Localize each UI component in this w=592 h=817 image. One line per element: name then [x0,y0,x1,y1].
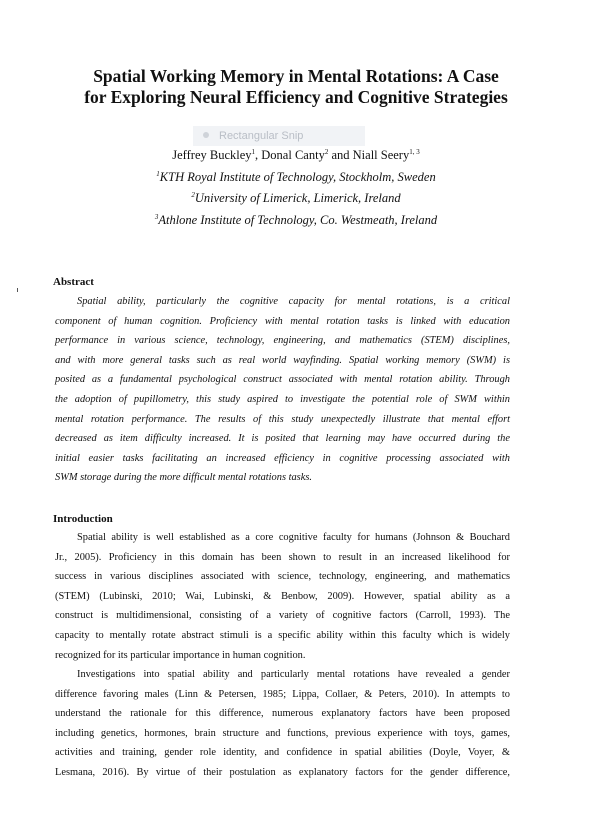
paragraph-line: Lesmana, 2016). By virtue of their postulation as explanatory factors for the gender difference, [55,766,510,778]
affiliation-1 [0,170,592,185]
paragraph-line: capacity to mentally rotate abstract stimuli is a specific ability within this faculty which is widely [55,629,510,641]
affiliation-mark: 2 [191,190,195,199]
author-name: Donal Canty [261,148,325,162]
snip-dot-icon [203,132,209,138]
margin-mark [17,288,18,292]
abstract-heading: Abstract [53,276,94,288]
paragraph-line: understand the rationale for this difference, numerous explanatory factors have been proposed [55,708,510,720]
abstract-line: the adoption of pupillometry, this study aspired to investigate the potential role of SWM within [55,393,510,405]
paragraph-line: success in various disciplines associated with science, technology, engineering, and mathematics [55,571,510,583]
introduction-paragraph-1 [55,528,510,665]
abstract-line: and with more general tasks such as real world wayfinding. Spatial working memory (SWM) is [55,354,510,366]
introduction-heading: Introduction [53,513,113,525]
abstract-line: decreased as item difficulty increased. It is posited that learning may have occurred during the [55,433,510,445]
snip-label: Rectangular Snip [219,130,304,142]
abstract-line: initial easier tasks facilitating an increased efficiency in cognitive processing associated with [55,452,510,464]
title-line-1: Spatial Working Memory in Mental Rotations: A Case [93,66,499,86]
affiliation-text: KTH Royal Institute of Technology, Stockholm, Sweden [159,170,436,184]
abstract-line: SWM storage during the more difficult mental rotations tasks. [55,472,312,484]
affiliation-mark: 3 [154,212,159,221]
abstract-line: posited as a fundamental psychological construct associated with mental rotation ability. Through [55,374,510,386]
affiliation-text: Athlone Institute of Technology, Co. Westmeath, Ireland [158,213,438,227]
paper-title [40,66,552,108]
paragraph-line: activities and training, gender role identity, and confidence in spatial abilities (Doyle, Voyer, & [55,747,510,759]
author-separator: , [255,148,262,162]
author-line [0,148,592,163]
abstract-line: component of human cognition. Proficiency with mental rotation tasks is linked with education [55,315,510,327]
abstract-line: Spatial ability, particularly the cognitive capacity for mental rotations, is a critical [77,296,510,307]
paragraph-line: construct is multidimensional, consisting of a variety of cognitive factors (Carroll, 1993). The [55,610,510,622]
paragraph-line: Spatial ability is well established as a core cognitive faculty for humans (Johnson & Bouchard [77,532,510,543]
paragraph-line: Jr., 2005). Proficiency in this domain has been shown to result in an increased likelihood for [55,551,510,563]
affiliation-text: University of Limerick, Limerick, Ireland [194,191,401,205]
author-affiliation-mark: 1 [251,147,256,156]
paragraph-line: Investigations into spatial ability and particularly mental rotations have revealed a gender [77,669,510,680]
author-name: Niall Seery [352,148,410,162]
rectangular-snip-overlay[interactable] [193,126,365,146]
affiliation-2 [0,191,592,206]
author-affiliation-mark: 1, 3 [409,147,420,156]
paragraph-line: difference favoring males (Linn & Petersen, 1985; Lippa, Collaer, & Peters, 2010). In attempts to [55,688,510,700]
author-separator: and [328,148,353,162]
paragraph-line: (STEM) (Lubinski, 2010; Wai, Lubinski, & Benbow, 2009). However, spatial ability as a [55,590,510,602]
title-line-2: for Exploring Neural Efficiency and Cognitive Strategies [84,87,508,107]
abstract-line: performance in various science, technology, engineering, and mathematics (STEM) disciplines, [55,335,510,347]
affiliation-mark: 1 [156,169,160,178]
author-affiliation-mark: 2 [324,147,329,156]
affiliation-3 [0,213,592,228]
abstract-line: mental rotation performance. The results of this study unexpectedly illustrate that mental effort [55,413,510,425]
introduction-paragraph-2 [55,665,510,783]
paragraph-line: including genetics, hormones, brain structure and functions, previous experience with toys, games, [55,727,510,739]
author-name: Jeffrey Buckley [172,148,252,162]
paragraph-line: recognized for its particular importance in human cognition. [55,649,306,661]
abstract-body [55,292,510,488]
